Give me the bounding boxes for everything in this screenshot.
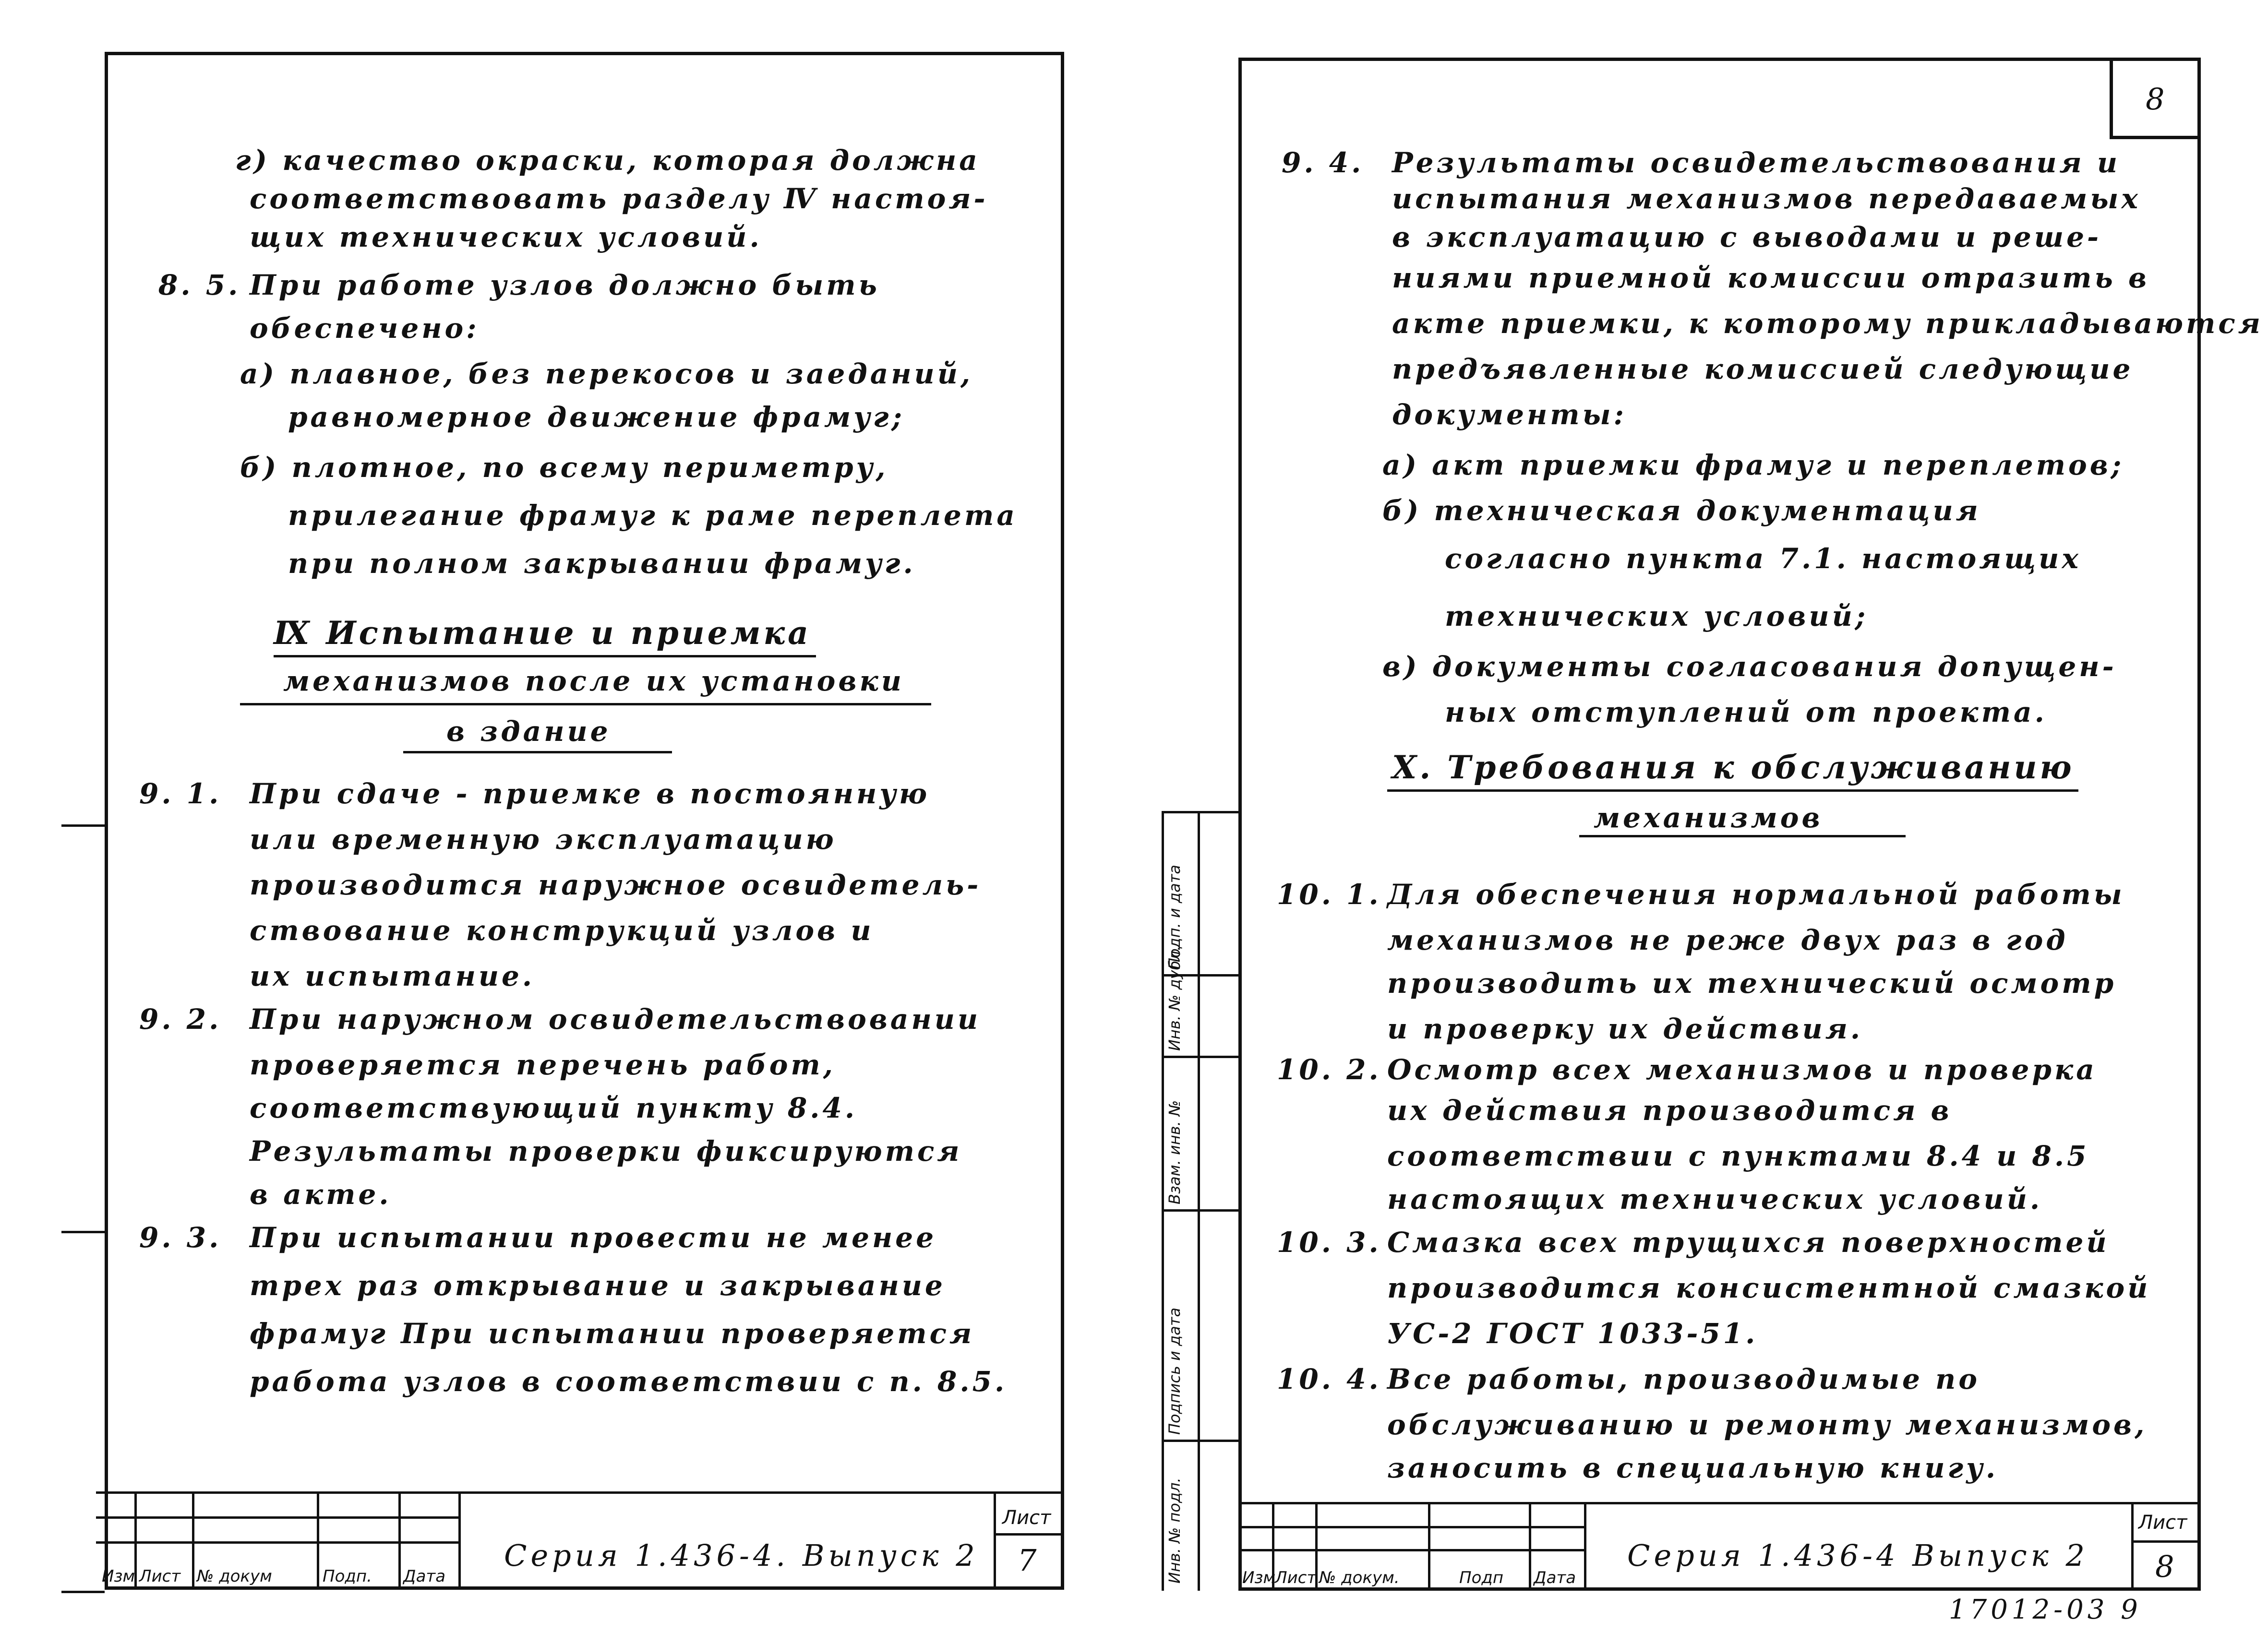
stamp-sheet-label: Лист — [1002, 1507, 1051, 1529]
stamp-rule — [1238, 1549, 1584, 1551]
text-line: щих технических условий. — [250, 221, 762, 253]
text-line: Осмотр всех механизмов и проверка — [1387, 1053, 2097, 1086]
heading-underline — [274, 655, 816, 657]
stamp-rule — [994, 1491, 996, 1590]
text-line: ствование конструкций узлов и — [250, 914, 874, 947]
text-line: Результаты проверки фиксируются — [250, 1135, 962, 1167]
stamp-label-dokum: № докум — [197, 1567, 272, 1586]
stamp-rule — [192, 1491, 194, 1590]
stamp-rule — [96, 1516, 458, 1519]
heading-underline — [1387, 789, 2078, 792]
text-line: трех раз открывание и закрывание — [250, 1269, 946, 1302]
clause-number: 8. 5. — [158, 269, 241, 301]
text-line: производится наружное освидетель- — [250, 869, 982, 901]
stamp-series: Серия 1.436-4. Выпуск 2 — [504, 1538, 979, 1573]
stamp-sheet-label: Лист — [2138, 1512, 2187, 1534]
section-heading: Ⅸ Испытание и приемка — [274, 614, 811, 652]
text-line: в акте. — [250, 1178, 392, 1211]
clause-number: 9. 3. — [139, 1221, 222, 1254]
stamp-label-dokum: № докум. — [1319, 1568, 1400, 1587]
stamp-label-izm: Изм — [1242, 1568, 1276, 1587]
stamp-label-data: Дата — [403, 1567, 446, 1586]
text-line: б) плотное, по всему периметру, — [240, 451, 888, 484]
stamp-label-list: Лист — [1275, 1568, 1317, 1587]
text-line: фрамуг При испытании проверяется — [250, 1317, 975, 1350]
text-line: производится консистентной смазкой — [1387, 1272, 2151, 1304]
text-line: При сдаче - приемке в постоянную — [250, 777, 930, 810]
side-strip-divider — [1162, 1209, 1238, 1212]
clause-number: 10. 2. — [1277, 1053, 1381, 1086]
side-label: Подп. и дата — [1165, 865, 1184, 969]
text-line: ниями приемной комиссии отразить в — [1392, 262, 2150, 294]
clause-number: 9. 4. — [1282, 146, 1364, 179]
footer-archive-code: 17012-03 9 — [1949, 1594, 2142, 1625]
stamp-label-data: Дата — [1534, 1568, 1576, 1587]
stamp-rule — [458, 1491, 461, 1590]
text-line: Результаты освидетельствования и — [1392, 146, 2121, 179]
text-line: При наружном освидетельствовании — [250, 1003, 981, 1036]
text-line: ных отступлений от проекта. — [1445, 696, 2047, 728]
text-line: При работе узлов должно быть — [250, 269, 880, 301]
text-line: производить их технический осмотр — [1387, 967, 2117, 1000]
side-label: Инв. № дубл. — [1165, 946, 1184, 1051]
left-margin-tick — [61, 824, 105, 827]
text-line: в) документы согласования допущен- — [1382, 650, 2117, 683]
left-bottom-rule — [61, 1591, 105, 1593]
stamp-label-podp: Подп — [1459, 1568, 1504, 1587]
text-line: б) техническая документация — [1382, 494, 1981, 527]
text-line: или временную эксплуатацию — [250, 823, 837, 856]
text-line: проверяется перечень работ, — [250, 1048, 836, 1081]
text-line: при полном закрывании фрамуг. — [288, 547, 916, 580]
text-line: технических условий; — [1445, 600, 1869, 632]
section-heading: механизмов после их установки — [283, 665, 904, 697]
stamp-rule — [398, 1491, 401, 1590]
text-line: механизмов не реже двух раз в год — [1387, 924, 2068, 956]
text-line: Смазка всех трущихся поверхностей — [1387, 1226, 2110, 1259]
stamp-label-podp: Подп. — [323, 1567, 372, 1586]
text-line: прилегание фрамуг к раме переплета — [288, 499, 1018, 532]
stamp-rule — [1238, 1502, 2201, 1504]
text-line: а) плавное, без перекосов и заеданий, — [240, 357, 973, 390]
text-line: а) акт приемки фрамуг и переплетов; — [1382, 449, 2124, 481]
text-line: заносить в специальную книгу. — [1387, 1452, 1999, 1484]
text-line: и проверку их действия. — [1387, 1013, 1863, 1045]
text-line: соответствующий пункту 8.4. — [250, 1092, 858, 1124]
text-line: настоящих технических условий. — [1387, 1183, 2043, 1215]
heading-underline — [240, 703, 931, 705]
stamp-label-izm: Изм — [102, 1567, 135, 1586]
text-line: Все работы, производимые по — [1387, 1363, 1980, 1395]
text-line: Для обеспечения нормальной работы — [1387, 878, 2125, 911]
stamp-sheet-number: 7 — [1018, 1543, 1041, 1578]
text-line: При испытании провести не менее — [250, 1221, 937, 1254]
text-line: г) качество окраски, которая должна — [235, 144, 980, 177]
stamp-rule — [2131, 1502, 2134, 1591]
text-line: УС-2 ГОСТ 1033-51. — [1387, 1317, 1758, 1350]
corner-number: 8 — [2146, 82, 2169, 117]
stamp-rule — [1584, 1502, 1586, 1591]
section-heading: в здание — [446, 715, 611, 748]
text-line: соответствовать разделу Ⅳ настоя- — [250, 182, 988, 215]
stamp-rule — [317, 1491, 319, 1590]
stamp-rule — [1529, 1502, 1531, 1591]
text-line: в эксплуатацию с выводами и реше- — [1392, 221, 2102, 253]
text-line: документы: — [1392, 398, 1627, 431]
text-line: их испытание. — [250, 960, 535, 992]
side-strip-divider — [1162, 1440, 1238, 1442]
clause-number: 10. 1. — [1277, 878, 1381, 911]
stamp-rule — [96, 1541, 458, 1544]
stamp-rule — [96, 1491, 1064, 1494]
side-label: Взам. инв. № — [1165, 1100, 1184, 1204]
side-strip-divider — [1198, 811, 1200, 1591]
text-line: соответствии с пунктами 8.4 и 8.5 — [1387, 1140, 2089, 1172]
clause-number: 10. 4. — [1277, 1363, 1381, 1395]
stamp-rule — [1428, 1502, 1430, 1591]
stamp-rule — [1238, 1526, 1584, 1528]
stamp-series: Серия 1.436-4 Выпуск 2 — [1627, 1538, 2088, 1573]
text-line: равномерное движение фрамуг; — [288, 401, 905, 433]
side-label: Инв. № подл. — [1165, 1477, 1184, 1584]
text-line: их действия производится в — [1387, 1094, 1952, 1127]
heading-underline — [1579, 835, 1906, 837]
stamp-label-list: Лист — [139, 1567, 181, 1586]
section-heading: механизмов — [1594, 801, 1823, 834]
clause-number: 9. 2. — [139, 1003, 222, 1036]
text-line: акте приемки, к которому прикладываются — [1392, 307, 2263, 340]
clause-number: 10. 3. — [1277, 1226, 1381, 1259]
left-margin-tick — [61, 1231, 105, 1233]
heading-underline — [403, 751, 672, 753]
stamp-sheet-number: 8 — [2155, 1549, 2178, 1584]
stamp-rule — [994, 1533, 1064, 1536]
text-line: согласно пункта 7.1. настоящих — [1445, 542, 2081, 575]
side-label: Подпись и дата — [1165, 1307, 1184, 1435]
text-line: обеспечено: — [250, 312, 480, 345]
side-strip-divider — [1162, 1056, 1238, 1058]
text-line: испытания механизмов передаваемых — [1392, 182, 2141, 215]
stamp-rule — [2131, 1540, 2201, 1543]
section-heading: Ⅹ. Требования к обслуживанию — [1392, 749, 2075, 786]
text-line: обслуживанию и ремонту механизмов, — [1387, 1408, 2148, 1441]
text-line: предъявленные комиссией следующие — [1392, 353, 2134, 385]
clause-number: 9. 1. — [139, 777, 222, 810]
text-line: работа узлов в соответствии с п. 8.5. — [250, 1365, 1008, 1398]
